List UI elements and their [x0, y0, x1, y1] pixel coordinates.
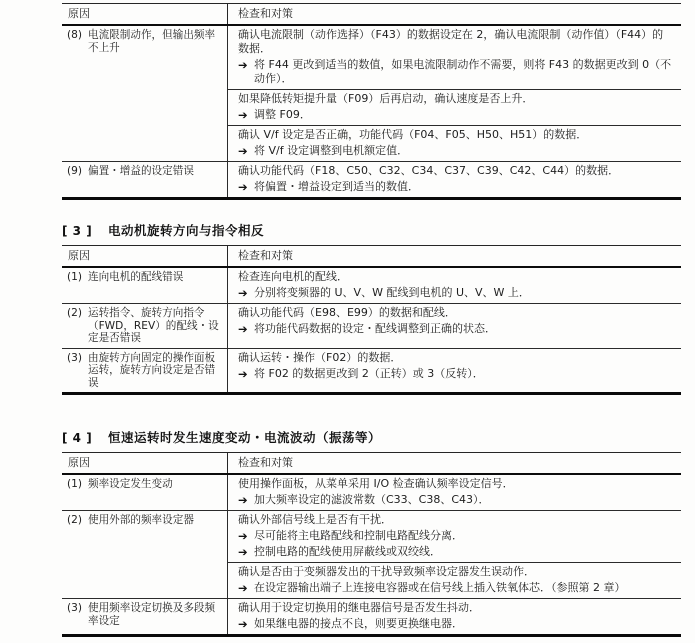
action-subcell	[228, 511, 681, 562]
table-row	[62, 510, 681, 598]
arrow-icon: ➔	[238, 286, 248, 300]
remedy-text: 如果继电器的接点不良，则要更换继电器．	[254, 617, 463, 630]
cause-cell	[62, 475, 227, 510]
action-cell	[227, 349, 681, 393]
action-subcell	[228, 162, 681, 197]
remedy-line	[238, 493, 673, 507]
cause-cell	[62, 304, 227, 348]
remedy-text: 将偏置・增益设定到适当的数值．	[254, 180, 419, 193]
arrow-icon: ➔	[238, 493, 248, 507]
arrow-icon: ➔	[238, 366, 248, 381]
remedy-text: 在设定器输出端子上连接电容器或在信号线上插入铁氧体芯．（参照第 2 章）	[254, 581, 626, 594]
check-text: 确认功能代码（E98、E99）的数据和配线．	[238, 306, 456, 319]
check-text: 确认用于设定切换用的继电器信号是否发生抖动．	[238, 601, 480, 614]
table-row	[62, 26, 681, 161]
cause-text: 使用频率设定切换及多段频率设定	[88, 602, 216, 627]
remedy-line	[238, 545, 673, 559]
check-text: 检查连向电机的配线．	[238, 270, 348, 283]
remedy-text: 将 V/f 设定调整到电机额定值．	[254, 144, 409, 157]
cause-text: 频率设定发生变动	[88, 478, 173, 490]
remedy-text: 尽可能将主电路配线和控制电路配线分离．	[254, 529, 463, 542]
arrow-icon: ➔	[238, 58, 248, 72]
troubleshooting-table-rotation-direction	[62, 245, 681, 395]
action-cell	[227, 511, 681, 598]
cause-text: 连向电机的配线错误	[88, 271, 184, 283]
check-text: 确认外部信号线上是否有干扰．	[238, 513, 392, 526]
check-text: 确认是否由于变频器发出的干扰导致频率设定器发生误动作．	[238, 565, 535, 578]
troubleshooting-table-speed-fluctuation	[62, 452, 681, 637]
table-header-row	[62, 453, 681, 475]
table-row	[62, 598, 681, 634]
row-number: (3)	[67, 602, 83, 614]
table-row	[62, 348, 681, 393]
cause-text: 由旋转方向固定的操作面板运转，旋转方向设定是否错误	[88, 351, 216, 389]
arrow-icon: ➔	[238, 108, 248, 122]
action-subcell	[228, 475, 681, 510]
action-header: 检查和对策	[227, 4, 681, 24]
cause-header: 原因	[68, 456, 90, 469]
cause-text: 偏置・增益的设定错误	[88, 165, 194, 177]
row-number: (2)	[67, 514, 83, 526]
row-number: (8)	[67, 29, 83, 41]
section-heading-4	[62, 431, 681, 445]
section-number: [ 4 ]	[62, 431, 93, 445]
cause-cell	[62, 511, 227, 598]
remedy-line	[238, 58, 673, 86]
arrow-icon: ➔	[238, 180, 248, 194]
check-text: 确认功能代码（F18、C50、C32、C34、C37、C39、C42、C44）的数据．	[238, 164, 620, 177]
action-cell	[227, 475, 681, 510]
arrow-icon: ➔	[238, 529, 248, 543]
cause-cell	[62, 349, 227, 393]
troubleshooting-table-output-frequency	[62, 3, 681, 200]
remedy-line	[238, 144, 673, 158]
action-cell	[227, 26, 681, 161]
action-subcell	[228, 304, 681, 339]
action-cell	[227, 268, 681, 303]
section-number: [ 3 ]	[62, 224, 93, 238]
action-subcell	[228, 599, 681, 634]
remedy-text: 加大频率设定的滤波常数（C33、C38、C43）．	[254, 493, 490, 506]
remedy-line	[238, 617, 673, 631]
section-title: 恒速运转时发生速度变动・电流波动（振荡等）	[108, 430, 382, 445]
action-subcell	[228, 562, 681, 598]
page-content	[62, 3, 681, 637]
remedy-text: 控制电路的配线使用屏蔽线或双绞线．	[254, 545, 441, 558]
cause-header: 原因	[68, 249, 90, 262]
remedy-text: 将功能代码数据的设定・配线调整到正确的状态．	[254, 322, 496, 335]
check-text: 使用操作面板，从菜单采用 I/O 检查确认频率设定信号．	[238, 477, 514, 490]
remedy-text: 将 F02 的数据更改到 2（正转）或 3（反转）．	[254, 366, 484, 380]
cause-cell	[62, 599, 227, 634]
remedy-line	[238, 286, 673, 300]
cause-cell	[62, 268, 227, 303]
section-heading-3	[62, 224, 681, 238]
check-text: 确认运转・操作（F02）的数据．	[238, 350, 402, 364]
check-text: 确认电流限制（动作选择）（F43）的数据设定在 2，确认电流限制（动作值）（F44）的数据．	[238, 28, 664, 55]
remedy-line	[238, 529, 673, 543]
row-number: (2)	[67, 307, 83, 319]
action-subcell	[228, 125, 681, 161]
cause-cell	[62, 26, 227, 161]
arrow-icon: ➔	[238, 581, 248, 595]
remedy-line	[238, 108, 673, 122]
cause-text: 运转指令、旋转方向指令（FWD，REV）的配线・设定是否错误	[88, 307, 219, 344]
action-subcell	[228, 89, 681, 125]
table-row	[62, 303, 681, 348]
arrow-icon: ➔	[238, 144, 248, 158]
cause-text: 使用外部的频率设定器	[88, 514, 194, 526]
remedy-line	[238, 180, 673, 194]
table-row	[62, 475, 681, 510]
row-number: (1)	[67, 478, 83, 490]
cause-cell	[62, 162, 227, 197]
remedy-text: 将 F44 更改到适当的数值，如果电流限制动作不需要，则将 F43 的数据更改到 0（不动作）．	[254, 58, 672, 85]
action-cell	[227, 304, 681, 348]
action-header: 检查和对策	[227, 246, 681, 266]
table-row	[62, 161, 681, 197]
action-header: 检查和对策	[227, 453, 681, 473]
cause-header: 原因	[68, 7, 90, 20]
row-number: (1)	[67, 271, 83, 283]
table-row	[62, 268, 681, 303]
check-text: 如果降低转矩提升量（F09）后再启动，确认速度是否上升．	[238, 92, 534, 105]
arrow-icon: ➔	[238, 545, 248, 559]
remedy-text: 调整 F09．	[254, 108, 311, 121]
remedy-text: 分别将变频器的 U、V、W 配线到电机的 U、V、W 上．	[254, 286, 530, 299]
action-subcell	[228, 268, 681, 303]
row-number: (3)	[67, 351, 83, 364]
arrow-icon: ➔	[238, 322, 248, 336]
action-subcell	[228, 26, 681, 89]
action-subcell	[228, 349, 681, 384]
remedy-line	[238, 581, 673, 595]
section-title: 电动机旋转方向与指令相反	[108, 223, 265, 238]
cause-text: 电流限制动作，但输出频率不上升	[88, 29, 216, 54]
remedy-line	[238, 367, 673, 381]
table-header-row	[62, 4, 681, 26]
remedy-line	[238, 322, 673, 336]
table-header-row	[62, 246, 681, 268]
check-text: 确认 V/f 设定是否正确，功能代码（F04、F05、H50、H51）的数据．	[238, 128, 588, 141]
row-number: (9)	[67, 165, 83, 177]
action-cell	[227, 599, 681, 634]
arrow-icon: ➔	[238, 617, 248, 631]
action-cell	[227, 162, 681, 197]
